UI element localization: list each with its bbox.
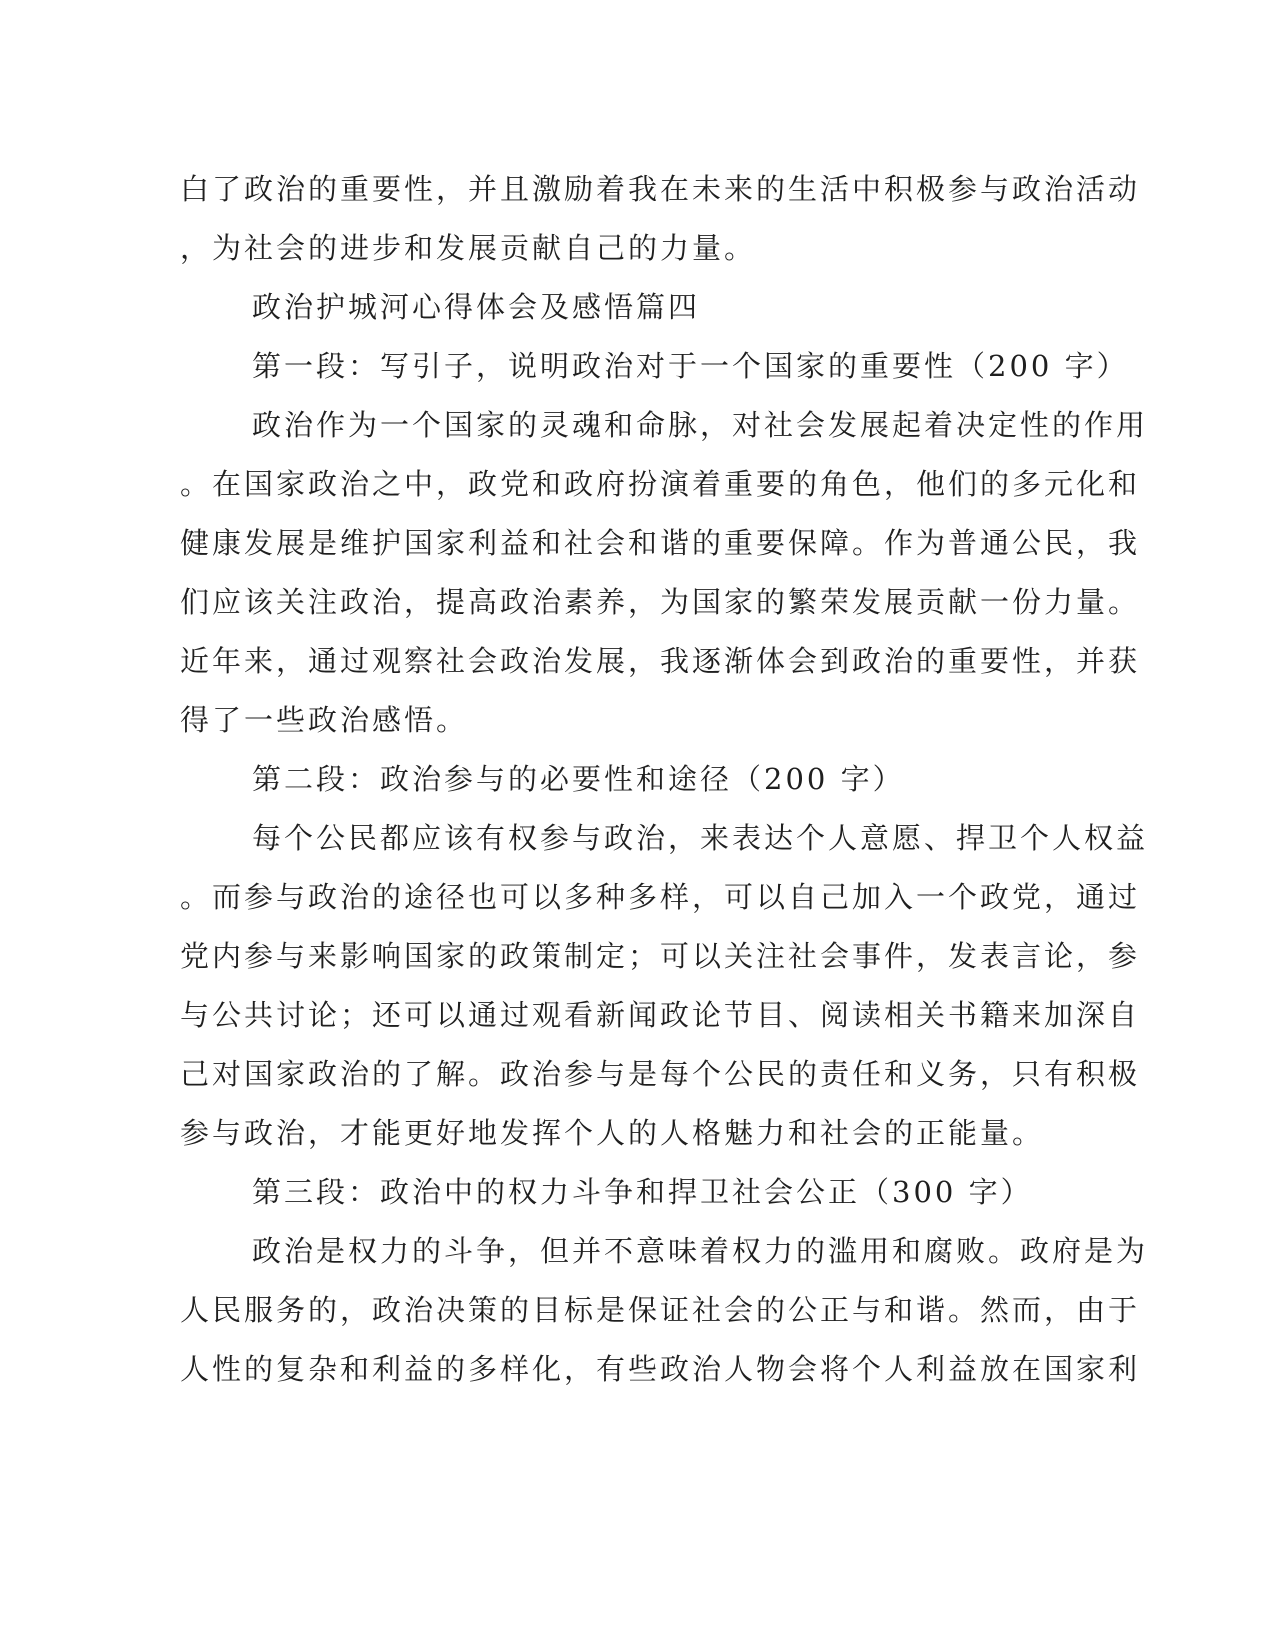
text-line: 。而参与政治的途径也可以多种多样，可以自己加入一个政党，通过 xyxy=(180,880,1141,914)
text-line: 政治作为一个国家的灵魂和命脉，对社会发展起着决定性的作用 xyxy=(252,408,1149,442)
section-title: 政治护城河心得体会及感悟篇四 xyxy=(252,290,701,324)
paragraph-heading: 第一段：写引子，说明政治对于一个国家的重要性（200 字） xyxy=(252,349,1129,383)
paragraph-heading: 第二段：政治参与的必要性和途径（200 字） xyxy=(252,762,905,796)
text-line: 人民服务的，政治决策的目标是保证社会的公正与和谐。然而，由于 xyxy=(180,1293,1141,1327)
text-line: 党内参与来影响国家的政策制定；可以关注社会事件，发表言论，参 xyxy=(180,939,1141,973)
text-line: 健康发展是维护国家利益和社会和谐的重要保障。作为普通公民，我 xyxy=(180,526,1141,560)
text-line: 白了政治的重要性，并且激励着我在未来的生活中积极参与政治活动 xyxy=(180,172,1141,206)
text-line: 己对国家政治的了解。政治参与是每个公民的责任和义务，只有积极 xyxy=(180,1057,1141,1091)
paragraph-heading: 第三段：政治中的权力斗争和捍卫社会公正（300 字） xyxy=(252,1175,1033,1209)
document-body xyxy=(180,160,1149,1399)
text-line: 参与政治，才能更好地发挥个人的人格魅力和社会的正能量。 xyxy=(180,1116,1045,1150)
text-line: 近年来，通过观察社会政治发展，我逐渐体会到政治的重要性，并获 xyxy=(180,644,1141,678)
text-line: 。在国家政治之中，政党和政府扮演着重要的角色，他们的多元化和 xyxy=(180,467,1141,501)
text-line: 与公共讨论；还可以通过观看新闻政论节目、阅读相关书籍来加深自 xyxy=(180,998,1141,1032)
text-line: 们应该关注政治，提高政治素养，为国家的繁荣发展贡献一份力量。 xyxy=(180,585,1141,619)
text-line: 每个公民都应该有权参与政治，来表达个人意愿、捍卫个人权益 xyxy=(252,821,1149,855)
text-line: 政治是权力的斗争，但并不意味着权力的滥用和腐败。政府是为 xyxy=(252,1234,1149,1268)
text-line: 得了一些政治感悟。 xyxy=(180,703,469,737)
text-line: 人性的复杂和利益的多样化，有些政治人物会将个人利益放在国家利 xyxy=(180,1352,1141,1386)
text-line: ，为社会的进步和发展贡献自己的力量。 xyxy=(180,231,757,265)
